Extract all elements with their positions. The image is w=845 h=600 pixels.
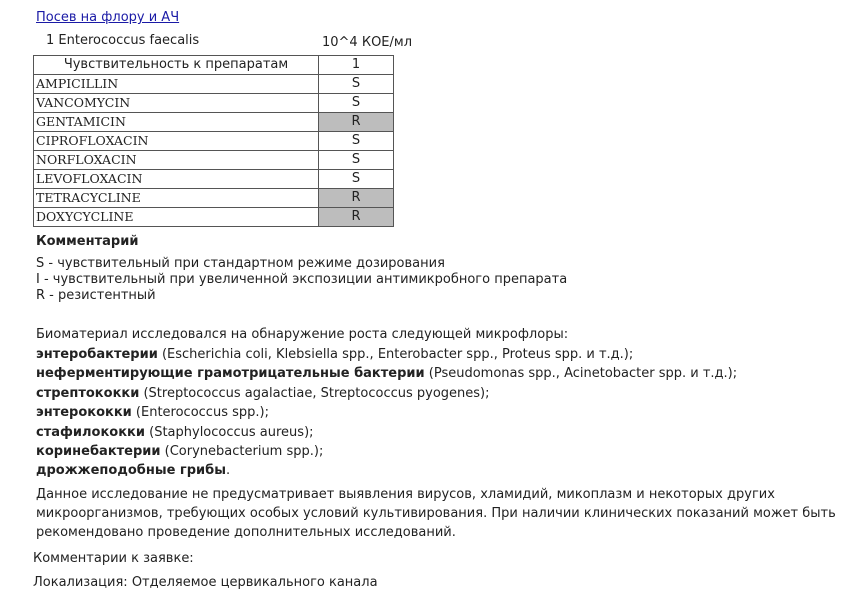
table-row — [34, 75, 394, 94]
table-row — [34, 208, 394, 227]
table-body — [34, 75, 394, 227]
list-item — [36, 442, 737, 461]
drug-result: S — [319, 151, 394, 170]
microflora-list — [36, 345, 737, 481]
table-row — [34, 189, 394, 208]
flora-group-detail: (Streptococcus agalactiae, Streptococcus pyogenes); — [139, 385, 490, 401]
susceptibility-legend — [36, 256, 567, 304]
legend-line: R - резистентный — [36, 288, 156, 303]
header-drug-sensitivity: Чувствительность к препаратам — [34, 56, 319, 75]
drug-name: TETRACYCLINE — [34, 189, 319, 208]
table-row — [34, 94, 394, 113]
flora-group-name: стрептококки — [36, 385, 140, 401]
drug-name: NORFLOXACIN — [34, 151, 319, 170]
drug-result: S — [319, 170, 394, 189]
biomaterial-intro: Биоматериал исследовался на обнаружение роста следующей микрофлоры: — [36, 327, 569, 342]
legend-line: I - чувствительный при увеличенной экспозиции антимикробного препарата — [36, 272, 568, 287]
disclaimer-line: Данное исследование не предусматривает выявления вирусов, хламидий, микоплазм и некоторых других — [36, 487, 775, 502]
drug-result: S — [319, 75, 394, 94]
drug-name: VANCOMYCIN — [34, 94, 319, 113]
flora-group-name: неферментирующие грамотрицательные бактерии — [36, 366, 425, 382]
flora-group-detail: (Escherichia coli, Klebsiella spp., Enterobacter spp., Proteus spp. и т.д.); — [157, 347, 634, 362]
susceptibility-table — [33, 55, 394, 227]
drug-result: R — [319, 189, 394, 208]
disclaimer-paragraph — [36, 485, 836, 542]
list-item — [36, 403, 737, 422]
table-row — [34, 132, 394, 151]
disclaimer-line: микроорганизмов, требующих особых условий культивирования. При наличии клинических показаний может быть — [36, 506, 836, 521]
disclaimer-line: рекомендовано проведение дополнительных исследований. — [36, 525, 456, 540]
table-header-row — [34, 56, 394, 75]
drug-name: CIPROFLOXACIN — [34, 132, 319, 151]
table-row — [34, 170, 394, 189]
list-item — [36, 423, 737, 442]
list-item — [36, 384, 737, 403]
localization-text: Локализация: Отделяемое цервикального канала — [33, 575, 378, 590]
drug-result: R — [319, 208, 394, 227]
flora-group-detail: . — [225, 463, 231, 479]
list-item — [36, 461, 737, 480]
flora-group-detail: (Pseudomonas spp., Acinetobacter spp. и т.д.); — [424, 366, 738, 382]
list-item — [36, 364, 737, 383]
table-row — [34, 151, 394, 170]
header-isolate-number: 1 — [319, 56, 394, 75]
flora-group-name: энтерококки — [36, 405, 132, 421]
legend-line: S - чувствительный при стандартном режиме дозирования — [36, 256, 445, 271]
drug-result: S — [319, 94, 394, 113]
organism-name: 1 Enterococcus faecalis — [46, 33, 200, 48]
drug-name: DOXYCYCLINE — [34, 208, 319, 227]
drug-name: AMPICILLIN — [34, 75, 319, 94]
drug-result: S — [319, 132, 394, 151]
flora-group-name: стафилококки — [36, 424, 145, 440]
table-row — [34, 113, 394, 132]
drug-name: LEVOFLOXACIN — [34, 170, 319, 189]
flora-group-detail: (Staphylococcus aureus); — [144, 424, 314, 440]
section-title-link[interactable]: Посев на флору и АЧ — [36, 10, 180, 25]
list-item — [36, 345, 737, 364]
drug-result: R — [319, 113, 394, 132]
comment-heading: Комментарий — [36, 234, 139, 249]
flora-group-detail: (Enterococcus spp.); — [131, 405, 269, 421]
organism-concentration: 10^4 КОЕ/мл — [322, 35, 413, 50]
flora-group-detail: (Corynebacterium spp.); — [160, 444, 324, 460]
order-comments-label: Комментарии к заявке: — [33, 551, 194, 566]
flora-group-name: дрожжеподобные грибы — [36, 463, 226, 479]
flora-group-name: коринебактерии — [36, 444, 161, 460]
drug-name: GENTAMICIN — [34, 113, 319, 132]
flora-group-name: энтеробактерии — [36, 347, 158, 362]
